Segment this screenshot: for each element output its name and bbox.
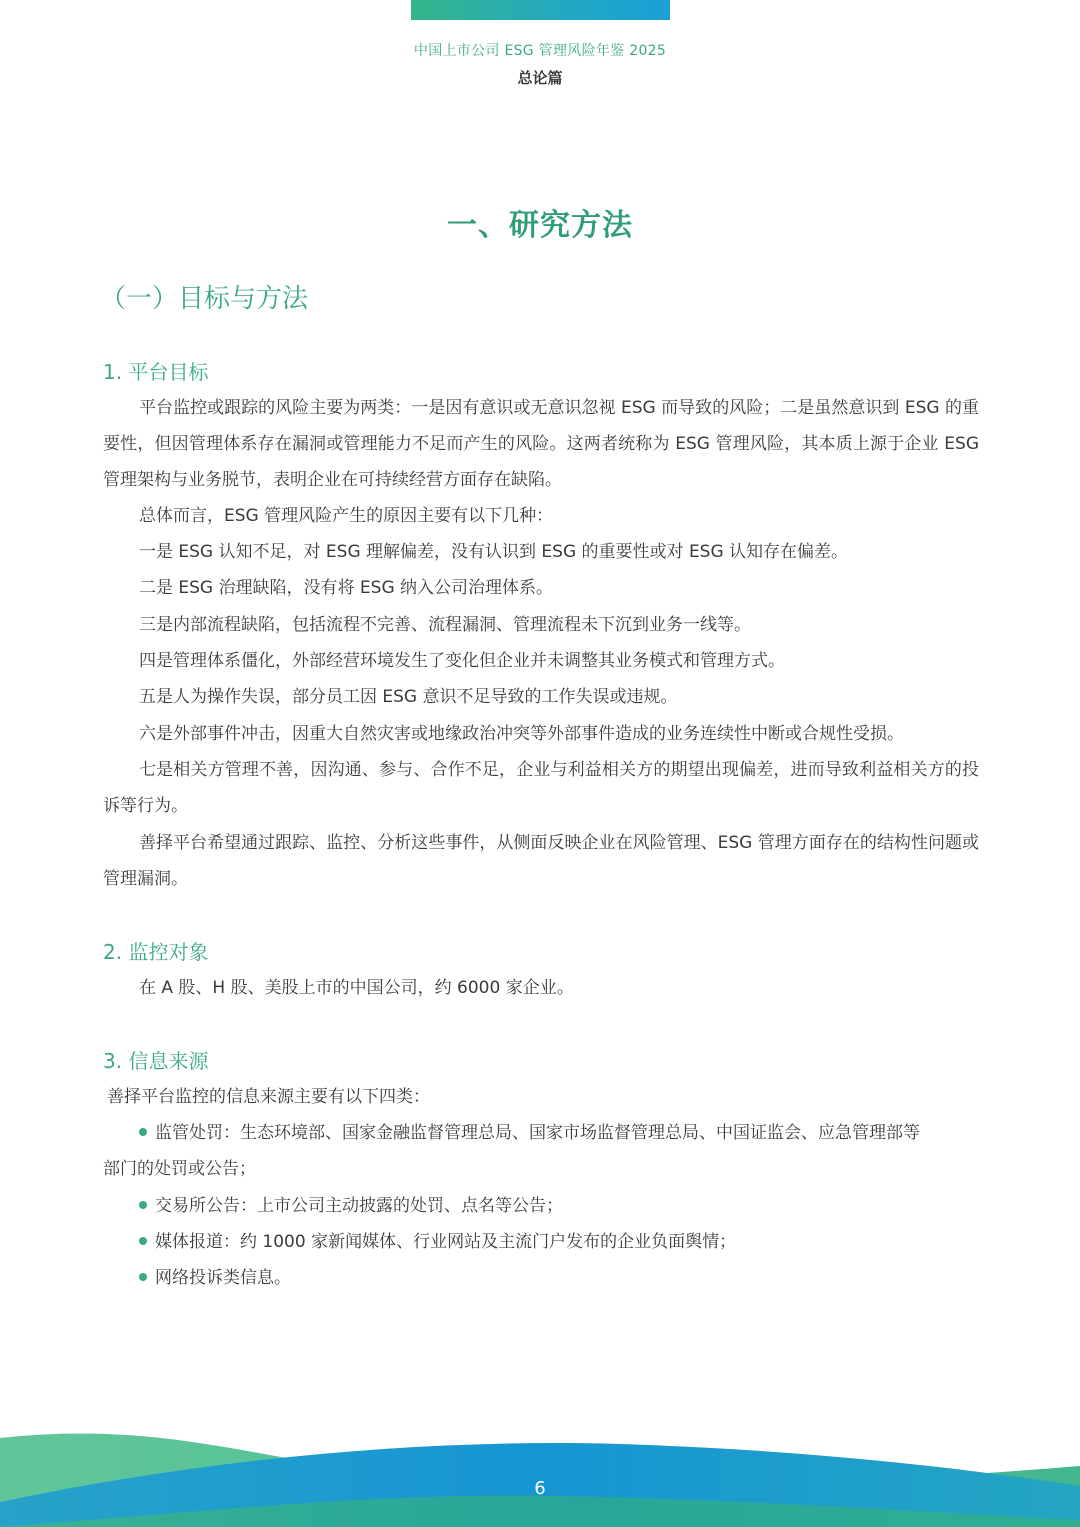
- header-subtitle: 总论篇: [517, 69, 563, 87]
- bullet-dot-icon: [139, 1128, 147, 1136]
- bullet-dot-icon: [139, 1201, 147, 1209]
- cause-item: 二是 ESG 治理缺陷，没有将 ESG 纳入公司治理体系。: [139, 578, 554, 598]
- bullet-dot-icon: [139, 1237, 147, 1245]
- source-bullet-item: [139, 1188, 563, 1224]
- source-bullet-text: 交易所公告：上市公司主动披露的处罚、点名等公告；: [155, 1196, 563, 1216]
- cause-item: 三是内部流程缺陷，包括流程不完善、流程漏洞、管理流程未下沉到业务一线等。: [139, 615, 751, 635]
- source-bullet-text: 监管处罚：生态环境部、国家金融监督管理总局、国家市场监督管理总局、中国证监会、应急管理部等: [155, 1123, 920, 1143]
- info-sources-heading: 3. 信息来源: [103, 1049, 209, 1073]
- monitoring-target-text: 在 A 股、H 股、美股上市的中国公司，约 6000 家企业。: [139, 978, 574, 998]
- platform-goal-intro: 平台监控或跟踪的风险主要为两类：一是因有意识或无意识忽视 ESG 而导致的风险；二是虽然意识到 ESG 的重要性，但因管理体系存在漏洞或管理能力不足而产生的风险。这两者统称为 ESG 管理风险，其本质上源于企业 ESG 管理架构与业务脱节，表明企业在可持续经营方面存在缺陷。: [103, 398, 979, 490]
- cause-item: 四是管理体系僵化，外部经营环境发生了变化但企业并未调整其业务模式和管理方式。: [139, 651, 785, 671]
- platform-goal-heading: 1. 平台目标: [103, 360, 209, 384]
- source-bullet-item: [139, 1224, 736, 1260]
- source-bullet-text: 网络投诉类信息。: [155, 1268, 291, 1288]
- chapter-title: 一、研究方法: [447, 208, 633, 243]
- page-number: 6: [534, 1478, 546, 1499]
- platform-goal-conclusion: 善择平台希望通过跟踪、监控、分析这些事件，从侧面反映企业在风险管理、ESG 管理方面存在的结构性问题或管理漏洞。: [103, 833, 979, 889]
- cause-item: 一是 ESG 认知不足，对 ESG 理解偏差，没有认识到 ESG 的重要性或对 ESG 认知存在偏差。: [139, 542, 849, 562]
- source-bullet-item: [139, 1260, 291, 1296]
- causes-intro: 总体而言，ESG 管理风险产生的原因主要有以下几种：: [139, 506, 554, 526]
- section-title: （一）目标与方法: [100, 284, 309, 314]
- info-sources-intro: 善择平台监控的信息来源主要有以下四类：: [107, 1087, 430, 1107]
- source-bullet-continuation: 部门的处罚或公告；: [103, 1159, 256, 1179]
- cause-item: 六是外部事件冲击，因重大自然灾害或地缘政治冲突等外部事件造成的业务连续性中断或合规性受损。: [139, 724, 904, 744]
- source-bullet-item: [139, 1115, 920, 1151]
- footer-wave-decoration: [0, 1380, 1080, 1527]
- monitoring-target-heading: 2. 监控对象: [103, 940, 209, 964]
- top-accent-bar: [411, 0, 670, 20]
- bullet-dot-icon: [139, 1273, 147, 1281]
- cause-item-seven: 七是相关方管理不善，因沟通、参与、合作不足，企业与利益相关方的期望出现偏差，进而导致利益相关方的投诉等行为。: [103, 760, 979, 816]
- header-title: 中国上市公司 ESG 管理风险年鉴 2025: [413, 43, 667, 59]
- cause-item: 五是人为操作失误，部分员工因 ESG 意识不足导致的工作失误或违规。: [139, 687, 678, 707]
- source-bullet-text: 媒体报道：约 1000 家新闻媒体、行业网站及主流门户发布的企业负面舆情；: [155, 1232, 737, 1252]
